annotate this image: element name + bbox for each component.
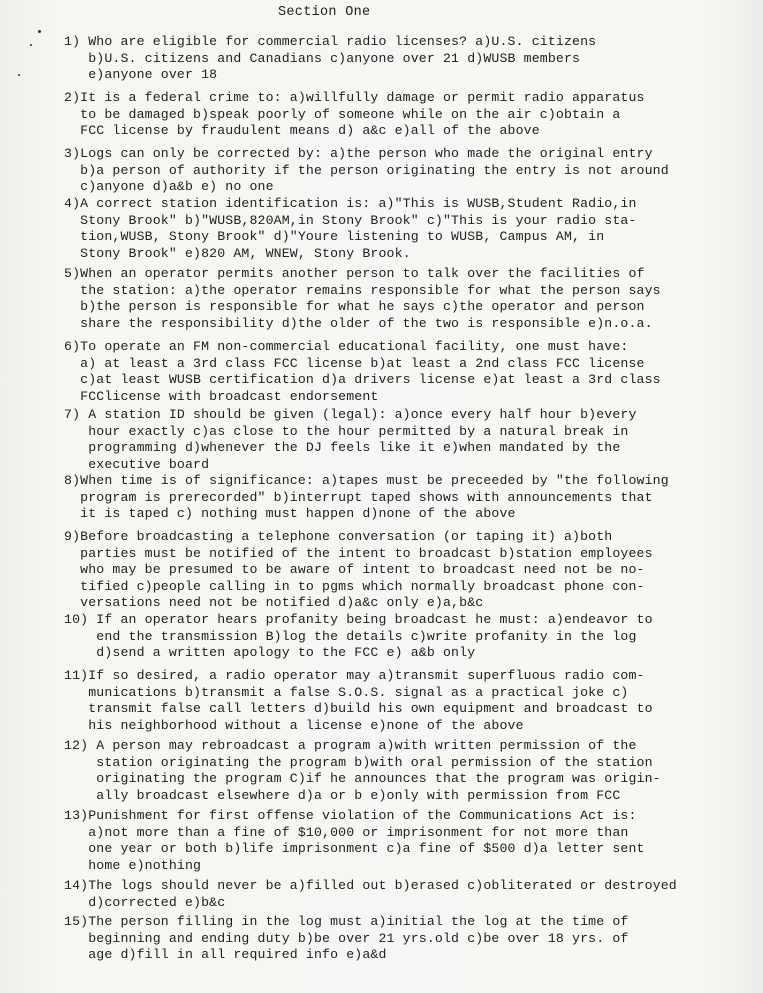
question-item [64, 914, 628, 964]
ink-speck [30, 44, 32, 46]
question-line: 3)Logs can only be corrected by: a)the person who made the original entry [64, 146, 653, 161]
question-line: 11)If so desired, a radio operator may a)transmit superfluous radio com- [64, 668, 645, 683]
question-line: b)a person of authority if the person originating the entry is not around [64, 162, 669, 178]
question-line: 13)Punishment for first offense violation of the Communications Act is: [64, 808, 637, 823]
question-line: transmit false call letters d)build his own equipment and broadcast to [64, 701, 653, 717]
question-line: versations need not be notified d)a&c only e)a,b&c [64, 595, 484, 611]
question-line: programming d)whenever the DJ feels like it e)when mandated by the [64, 440, 621, 456]
question-line: c)anyone d)a&b e) no one [64, 179, 274, 195]
question-item [64, 473, 669, 523]
question-line: c)at least WUSB certification d)a drivers license e)at least a 3rd class [64, 372, 661, 388]
question-item [64, 266, 661, 332]
question-line: 14)The logs should never be a)filled out b)erased c)obliterated or destroyed [64, 878, 677, 893]
question-item [64, 612, 653, 662]
question-line: 4)A correct station identification is: a)"This is WUSB,Student Radio,in [64, 196, 637, 211]
question-line: tion,WUSB, Stony Brook" d)"Youre listening to WUSB, Campus AM, in [64, 229, 605, 245]
section-title: Section One [278, 5, 371, 20]
question-line: 6)To operate an FM non-commercial educational facility, one must have: [64, 339, 629, 354]
question-line: to be damaged b)speak poorly of someone while on the air c)obtain a [64, 106, 621, 122]
question-item [64, 407, 637, 473]
question-line: beginning and ending duty b)be over 21 yrs.old c)be over 18 yrs. of [64, 930, 629, 946]
question-line: who may be presumed to be aware of intent to broadcast need not be no- [64, 562, 645, 578]
question-line: program is prerecorded" b)interrupt taped shows with announcements that [64, 489, 653, 505]
question-line: 8)When time is of significance: a)tapes must be preceeded by "the following [64, 473, 669, 488]
ink-speck [18, 74, 20, 76]
question-item [64, 146, 669, 196]
question-line: 10) If an operator hears profanity being broadcast he must: a)endeavor to [64, 612, 653, 627]
question-line: parties must be notified of the intent to broadcast b)station employees [64, 545, 653, 561]
ink-speck [38, 30, 41, 33]
question-line: 9)Before broadcasting a telephone conversation (or taping it) a)both [64, 529, 613, 544]
question-line: munications b)transmit a false S.O.S. signal as a practical joke c) [64, 684, 629, 700]
question-line: home e)nothing [64, 857, 202, 873]
question-item [64, 529, 653, 612]
question-line: tified c)people calling in to pgms which normally broadcast phone con- [64, 578, 645, 594]
question-line: end the transmission B)log the details c)write profanity in the log [64, 628, 637, 644]
question-line: Stony Brook" b)"WUSB,820AM,in Stony Brook" c)"This is your radio sta- [64, 212, 637, 228]
question-line: 15)The person filling in the log must a)initial the log at the time of [64, 914, 629, 929]
question-line: the station: a)the operator remains responsible for what the person says [64, 282, 661, 298]
question-line: d)send a written apology to the FCC e) a&b only [64, 645, 476, 661]
question-line: hour exactly c)as close to the hour permitted by a natural break in [64, 423, 629, 439]
question-line: b)the person is responsible for what he says c)the operator and person [64, 299, 645, 315]
question-line: share the responsibility d)the older of the two is responsible e)n.o.a. [64, 315, 653, 331]
question-line: 12) A person may rebroadcast a program a)with written permission of the [64, 738, 637, 753]
question-line: it is taped c) nothing must happen d)none of the above [64, 506, 516, 522]
question-line: ally broadcast elsewhere d)a or b e)only with permission from FCC [64, 787, 621, 803]
question-line: station originating the program b)with oral permission of the station [64, 754, 653, 770]
question-line: FCC license by fraudulent means d) a&c e)all of the above [64, 123, 540, 139]
question-item [64, 339, 661, 405]
question-line: b)U.S. citizens and Canadians c)anyone over 21 d)WUSB members [64, 50, 581, 66]
question-line: a) at least a 3rd class FCC license b)at least a 2nd class FCC license [64, 355, 645, 371]
question-line: d)corrected e)b&c [64, 894, 226, 910]
question-line: a)not more than a fine of $10,000 or imprisonment for not more than [64, 824, 629, 840]
question-line: age d)fill in all required info e)a&d [64, 947, 387, 963]
question-line: one year or both b)life imprisonment c)a fine of $500 d)a letter sent [64, 841, 645, 857]
question-item [64, 196, 637, 262]
question-item [64, 34, 596, 84]
question-line: originating the program C)if he announces that the program was origin- [64, 771, 661, 787]
question-item [64, 90, 645, 140]
question-item [64, 668, 653, 734]
question-item [64, 878, 677, 911]
question-line: 5)When an operator permits another person to talk over the facilities of [64, 266, 645, 281]
question-line: 7) A station ID should be given (legal): a)once every half hour b)every [64, 407, 637, 422]
question-line: executive board [64, 456, 210, 472]
question-line: e)anyone over 18 [64, 67, 218, 83]
question-line: Stony Brook" e)820 AM, WNEW, Stony Brook. [64, 245, 411, 261]
question-line: 1) Who are eligible for commercial radio licenses? a)U.S. citizens [64, 34, 597, 49]
question-line: his neighborhood without a license e)none of the above [64, 717, 524, 733]
question-line: FCClicense with broadcast endorsement [64, 388, 379, 404]
question-line: 2)It is a federal crime to: a)willfully damage or permit radio apparatus [64, 90, 645, 105]
question-item [64, 808, 645, 874]
question-item [64, 738, 661, 804]
